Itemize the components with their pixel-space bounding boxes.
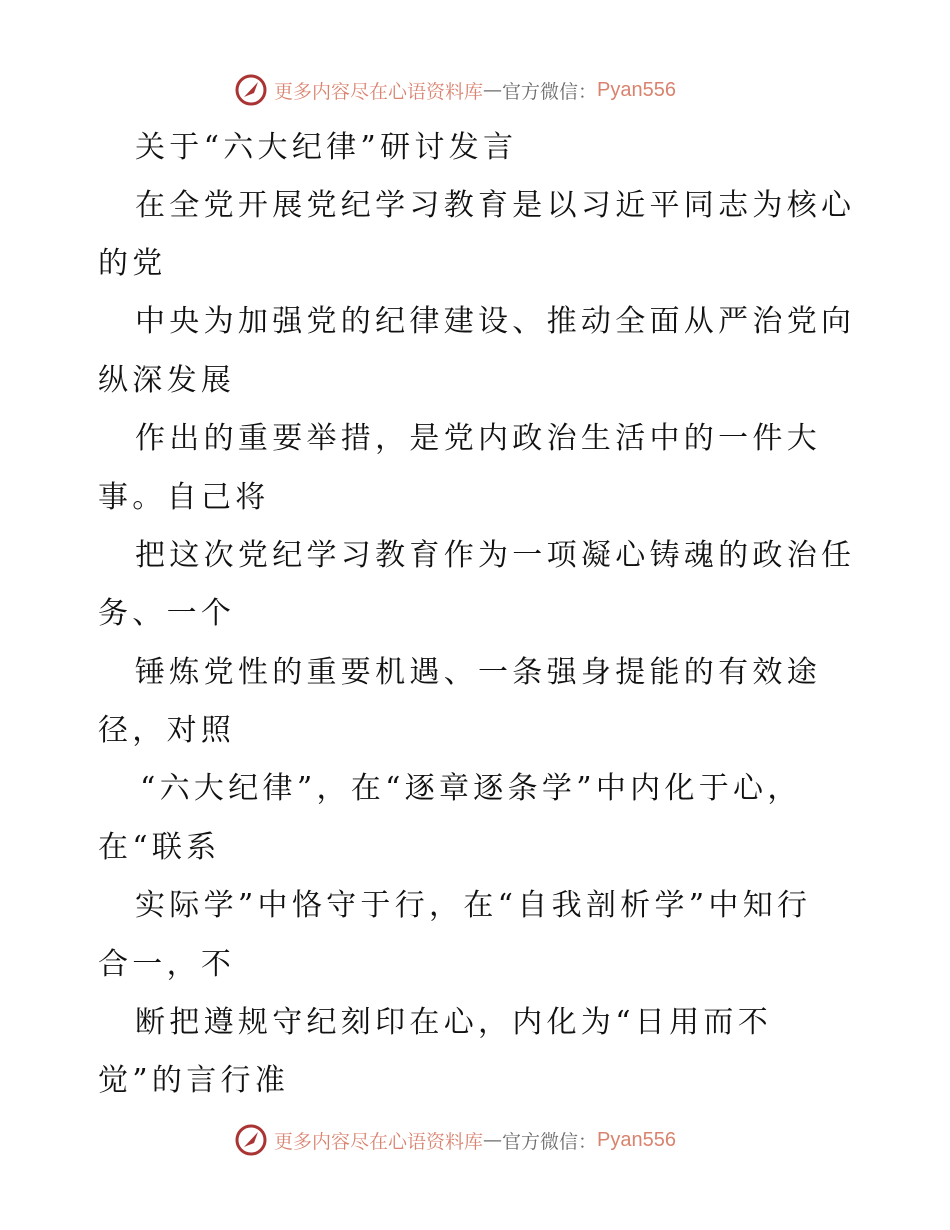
text-line: 作出的重要举措，是党内政治生活中的一件大 — [135, 421, 821, 456]
header-banner — [234, 70, 676, 110]
text-line: 在全党开展党纪学习教育是以习近平同志为核心 — [135, 188, 856, 223]
text-line: 纵深发展 — [98, 363, 236, 398]
text-line: 径，对照 — [98, 713, 236, 748]
text-line: 务、一个 — [98, 596, 236, 631]
banner-site-text: 更多内容尽在心语资料库 — [274, 1130, 484, 1153]
quill-logo-icon — [234, 73, 268, 107]
banner-dash: — — [483, 79, 503, 101]
text-line: 实际学”中恪守于行，在“自我剖析学”中知行 — [135, 888, 812, 923]
text-line: 断把遵规守纪刻印在心，内化为“日用而不 — [135, 1005, 773, 1040]
banner-wechat-id: Pyan556 — [597, 78, 676, 101]
text-line: 觉”的言行准 — [98, 1063, 290, 1098]
banner-wechat-label: 官方微信： — [502, 80, 598, 103]
text-line: 把这次党纪学习教育作为一项凝心铸魂的政治任 — [135, 538, 856, 573]
text-line: 中央为加强党的纪律建设、推动全面从严治党向 — [135, 304, 856, 339]
text-line: 事。自己将 — [98, 480, 270, 515]
text-line: “六大纪律”，在“逐章逐条学”中内化于心， — [140, 771, 802, 806]
banner-site-text: 更多内容尽在心语资料库 — [274, 80, 484, 103]
document-title: 关于“六大纪律”研讨发言 — [135, 130, 518, 165]
text-line: 合一，不 — [98, 947, 236, 982]
banner-wechat-id: Pyan556 — [597, 1128, 676, 1151]
banner-wechat-label: 官方微信： — [502, 1130, 598, 1153]
footer-banner — [234, 1120, 676, 1160]
banner-dash: — — [483, 1129, 503, 1151]
text-line: 在“联系 — [98, 830, 221, 865]
text-line: 锤炼党性的重要机遇、一条强身提能的有效途 — [135, 655, 821, 690]
text-line: 的党 — [98, 246, 167, 281]
quill-logo-icon — [234, 1123, 268, 1157]
